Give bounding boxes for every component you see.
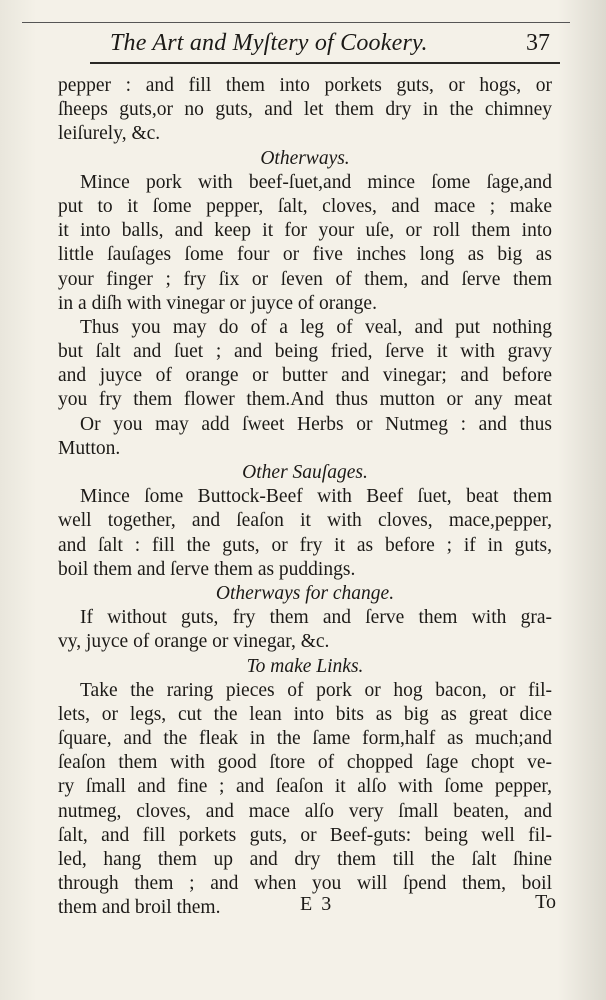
text-line: Mince pork with beef-ſuet,and mince ſome ſage,and [80, 171, 552, 193]
section-heading: Otherways. [260, 147, 350, 169]
section-heading: To make Links. [246, 655, 364, 677]
text-line: nutmeg, cloves, and mace alſo very ſmall beaten, and [58, 800, 552, 822]
page-number: 37 [526, 30, 550, 56]
text-line: little ſauſages ſome four or five inches long as big as [58, 244, 552, 266]
top-rule [22, 22, 570, 23]
page-text [58, 74, 552, 921]
header-rule [90, 62, 560, 64]
signature-mark: E 3 [300, 893, 334, 915]
text-line: Take the raring pieces of pork or hog bacon, or fil- [80, 679, 552, 701]
text-line: put to it ſome pepper, ſalt, cloves, and mace ; make [58, 195, 552, 217]
text-line: them and broil them. [58, 897, 221, 919]
text-line: but ſalt and ſuet ; and being fried, ſerve it with gravy [58, 341, 552, 363]
text-line: ſquare, and the fleak in the ſame form,half as much;and [58, 728, 552, 750]
text-line: pepper : and fill them into porkets guts, or hogs, or [58, 75, 552, 96]
text-line: led, hang them up and dry them till the ſalt ſhine [58, 849, 552, 870]
text-line: ſheeps guts,or no guts, and let them dry in the chimney [58, 99, 552, 121]
running-head: The Art and Myſtery of Cookery. [110, 30, 428, 56]
text-line: you fry them flower them.And thus mutton or any meat [58, 389, 552, 411]
page-header [30, 26, 550, 66]
text-line: your finger ; fry ſix or ſeven of them, and ſerve them [58, 268, 552, 290]
text-line: through them ; and when you will ſpend them, boil [58, 873, 552, 895]
text-line: If without guts, fry them and ſerve them with gra- [80, 607, 552, 629]
text-line: leiſurely, &c. [58, 123, 161, 145]
text-line: Mince ſome Buttock-Beef with Beef ſuet, beat them [80, 486, 552, 508]
text-line: boil them and ſerve them as puddings. [58, 558, 356, 580]
text-line: in a diſh with vinegar or juyce of orange. [58, 292, 377, 314]
text-line: and ſalt : fill the guts, or fry it as before ; if in guts, [58, 534, 552, 556]
text-line: ſalt, and fill porkets guts, or Beef-guts: being well fil- [58, 824, 552, 846]
text-line: Or you may add ſweet Herbs or Nutmeg : and thus [80, 413, 552, 435]
text-line: ry ſmall and fine ; and ſeaſon it alſo with ſome pepper, [58, 776, 552, 798]
section-heading: Otherways for change. [215, 582, 395, 604]
text-line: vy, juyce of orange or vinegar, &c. [58, 631, 330, 653]
text-line: lets, or legs, cut the lean into bits as big as great dice [58, 703, 552, 725]
text-line: ſeaſon them with good ſtore of chopped ſage chopt ve- [58, 752, 552, 774]
text-line: well together, and ſeaſon it with cloves, mace,pepper, [58, 510, 552, 532]
text-line: Thus you may do of a leg of veal, and put nothing [80, 316, 552, 338]
text-line: and juyce of orange or butter and vinegar; and before [58, 365, 552, 387]
catchword: To [535, 891, 556, 913]
section-heading: Other Sauſages. [242, 462, 368, 483]
text-line: it into balls, and keep it for your uſe, or roll them into [58, 220, 552, 242]
text-line: Mutton. [58, 437, 121, 459]
